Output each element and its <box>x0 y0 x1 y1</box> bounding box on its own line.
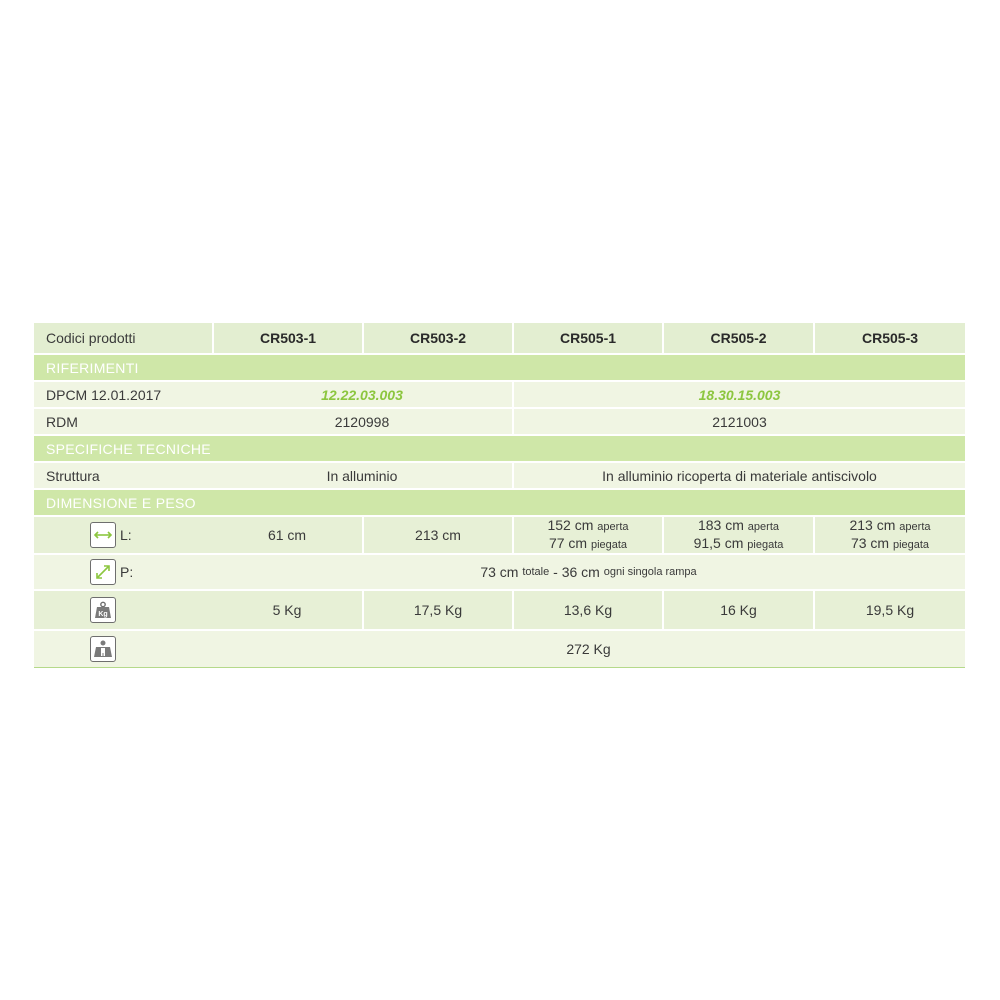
length-letter: L: <box>120 527 132 543</box>
length-cr503-2: 213 cm <box>362 517 512 553</box>
code-cr505-1: CR505-1 <box>512 323 662 353</box>
length-cr505-2 <box>662 517 813 553</box>
rdm-row <box>34 407 965 434</box>
length-cr505-3 <box>813 517 965 553</box>
folded-note: piegata <box>892 539 930 551</box>
section-dimensione-peso: DIMENSIONE E PESO <box>34 488 965 515</box>
diagonal-arrow-icon <box>90 559 116 585</box>
table-header-row <box>34 323 965 353</box>
struttura-value-cr503: In alluminio <box>326 467 398 484</box>
depth-single: 36 cm <box>561 564 600 580</box>
weight-cr505-2: 16 Kg <box>662 591 813 629</box>
open-note: aperta <box>747 521 779 533</box>
code-cr503-1: CR503-1 <box>212 323 362 353</box>
length-cr505-1 <box>512 517 662 553</box>
length-cr505-2-folded: 91,5 cm <box>693 535 744 551</box>
section-specifiche-tecniche: SPECIFICHE TECNICHE <box>34 434 965 461</box>
length-cr505-1-open: 152 cm <box>547 517 594 533</box>
struttura-value-cr505: In alluminio ricoperta di materiale antiscivolo <box>512 463 965 488</box>
weight-cr505-1: 13,6 Kg <box>512 591 662 629</box>
depth-row <box>34 553 965 589</box>
folded-note: piegata <box>747 539 784 551</box>
length-arrows-icon <box>90 522 116 548</box>
load-row <box>34 629 965 667</box>
length-cr505-1-folded: 77 cm <box>548 535 588 551</box>
dpcm-row <box>34 380 965 407</box>
weight-row <box>34 589 965 629</box>
dpcm-value-cr505: 18.30.15.003 <box>512 382 965 407</box>
weight-kg-icon <box>90 597 116 623</box>
max-load-person-icon <box>90 636 116 662</box>
rdm-label: RDM <box>46 413 78 430</box>
length-cr505-3-open: 213 cm <box>849 517 896 533</box>
struttura-row <box>34 461 965 488</box>
header-label: Codici prodotti <box>34 323 212 353</box>
load-label <box>34 631 212 667</box>
depth-letter: P: <box>120 564 134 580</box>
length-cr503-1: 61 cm <box>267 527 307 543</box>
folded-note: piegata <box>590 539 628 551</box>
weight-label <box>34 591 212 629</box>
length-row <box>34 515 965 553</box>
weight-cr503-1: 5 Kg <box>272 602 302 618</box>
rdm-value-cr505: 2121003 <box>512 409 965 434</box>
depth-value <box>212 555 965 589</box>
length-cr505-3-folded: 73 cm <box>850 535 890 551</box>
depth-label <box>34 555 212 589</box>
depth-total: 73 cm <box>480 564 519 580</box>
load-value: 272 Kg <box>566 641 611 657</box>
code-cr505-3: CR505-3 <box>813 323 965 353</box>
struttura-label: Struttura <box>46 467 100 484</box>
code-cr503-2: CR503-2 <box>362 323 512 353</box>
length-label <box>34 517 212 553</box>
product-spec-table <box>34 323 965 668</box>
depth-dash: - <box>549 564 562 580</box>
rdm-value-cr503: 2120998 <box>334 413 390 430</box>
weight-cr503-2: 17,5 Kg <box>362 591 512 629</box>
length-cr505-2-open: 183 cm <box>697 517 744 533</box>
code-cr505-2: CR505-2 <box>662 323 813 353</box>
open-note: aperta <box>597 521 629 533</box>
weight-cr505-3: 19,5 Kg <box>813 591 965 629</box>
section-riferimenti: RIFERIMENTI <box>34 353 965 380</box>
depth-total-note: totale <box>522 566 550 578</box>
weight-icon-text: Kg <box>98 611 108 618</box>
open-note: aperta <box>899 521 931 533</box>
depth-single-note: ogni singola rampa <box>603 566 697 578</box>
dpcm-value-cr503: 12.22.03.003 <box>321 386 403 403</box>
dpcm-label: DPCM 12.01.2017 <box>46 386 162 403</box>
